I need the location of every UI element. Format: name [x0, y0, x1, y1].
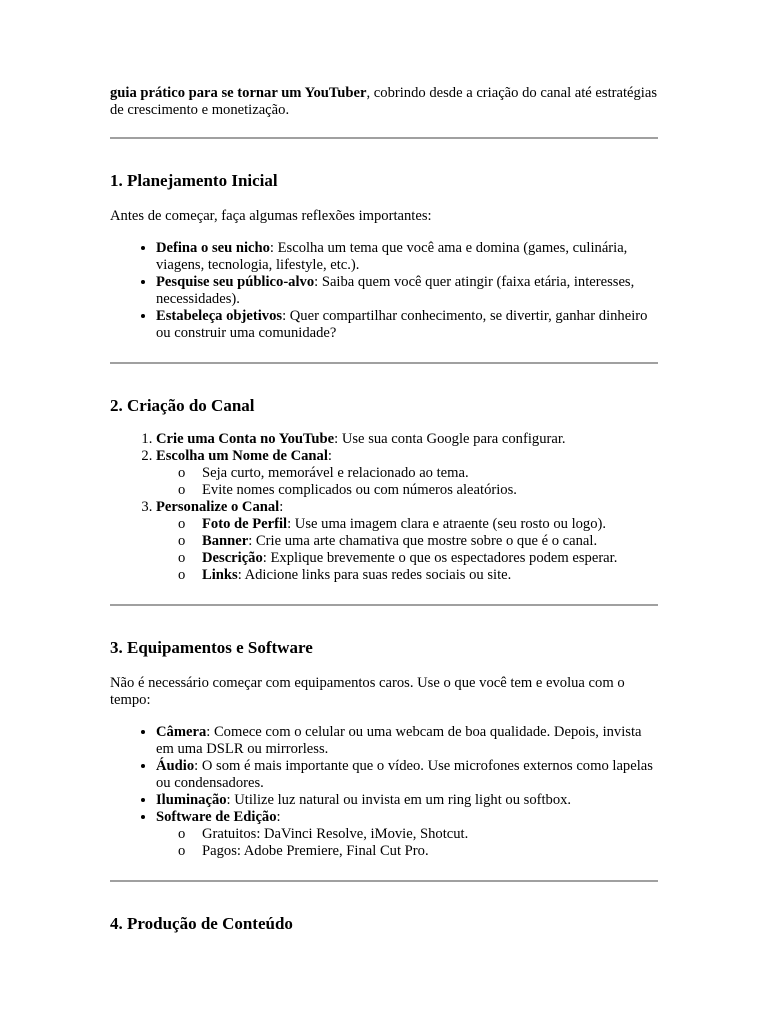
sub-list	[156, 516, 658, 584]
sub-list-item	[202, 843, 658, 860]
section-divider	[110, 137, 658, 139]
item-term: Software de Edição	[156, 809, 277, 825]
item-text: : Quer compartilhar conhecimento, se divertir, ganhar dinheiro ou construir uma comunidade?	[156, 308, 648, 341]
item-text: Evite nomes complicados ou com números aleatórios.	[202, 482, 517, 498]
intro-paragraph	[110, 85, 658, 119]
item-term: Câmera	[156, 724, 207, 740]
section-divider	[110, 604, 658, 606]
list-item	[156, 724, 658, 758]
list-item	[156, 758, 658, 792]
item-text: : O som é mais importante que o vídeo. Use microfones externos como lapelas ou condensadores.	[156, 758, 653, 791]
item-text: :	[279, 499, 284, 515]
sub-list-item	[202, 550, 658, 567]
item-text: : Use uma imagem clara e atraente (seu rosto ou logo).	[287, 516, 607, 532]
item-text: :	[327, 448, 332, 464]
sub-list-item	[202, 465, 658, 482]
item-text: :	[276, 809, 281, 825]
sub-list-item	[202, 516, 658, 533]
list-item	[156, 240, 658, 274]
item-text: Pagos: Adobe Premiere, Final Cut Pro.	[202, 843, 429, 859]
item-term: Estabeleça objetivos	[156, 308, 283, 324]
item-term: Descrição	[202, 550, 263, 566]
list-item	[156, 431, 658, 448]
sub-list	[156, 465, 658, 499]
item-text: Gratuitos: DaVinci Resolve, iMovie, Shotcut.	[202, 826, 469, 842]
intro-text: , cobrindo desde a criação do canal até estratégias de crescimento e monetização.	[110, 85, 658, 118]
item-term: Links	[202, 567, 238, 583]
bullet-list	[110, 724, 658, 860]
section-heading: 1. Planejamento Inicial	[110, 171, 278, 190]
item-text: : Escolha um tema que você ama e domina (games, culinária, viagens, tecnologia, lifestyle, etc.).	[156, 240, 628, 273]
item-text: Seja curto, memorável e relacionado ao tema.	[202, 465, 469, 481]
section-lead: Não é necessário começar com equipamentos caros. Use o que você tem e evolua com o tempo:	[110, 675, 625, 708]
item-term: Defina o seu nicho	[156, 240, 270, 256]
document-page	[110, 85, 658, 934]
bullet-list	[110, 240, 658, 342]
section-divider	[110, 362, 658, 364]
item-term: Iluminação	[156, 792, 227, 808]
list-item	[156, 792, 658, 809]
item-text: : Adicione links para suas redes sociais ou site.	[237, 567, 512, 583]
item-text: : Saiba quem você quer atingir (faixa etária, interesses, necessidades).	[156, 274, 635, 307]
section-divider	[110, 880, 658, 882]
list-item	[156, 308, 658, 342]
intro-bold: guia prático para se tornar um YouTuber	[110, 85, 367, 101]
section-heading: 4. Produção de Conteúdo	[110, 914, 293, 933]
item-term: Crie uma Conta no YouTube	[156, 431, 335, 447]
sub-list-item	[202, 826, 658, 843]
item-term: Banner	[202, 533, 249, 549]
item-text: : Explique brevemente o que os espectadores podem esperar.	[262, 550, 618, 566]
section-heading: 3. Equipamentos e Software	[110, 638, 313, 657]
list-item	[156, 499, 658, 584]
sub-list-item	[202, 567, 658, 584]
sub-list-item	[202, 533, 658, 550]
item-term: Foto de Perfil	[202, 516, 288, 532]
numbered-list	[110, 431, 658, 584]
sub-list	[156, 826, 658, 860]
item-term: Áudio	[156, 758, 195, 774]
section-heading: 2. Criação do Canal	[110, 396, 255, 415]
list-item	[156, 448, 658, 499]
section-lead: Antes de começar, faça algumas reflexões importantes:	[110, 208, 432, 224]
item-term: Personalize o Canal	[156, 499, 280, 515]
list-item	[156, 274, 658, 308]
item-text: : Crie uma arte chamativa que mostre sobre o que é o canal.	[248, 533, 598, 549]
item-term: Escolha um Nome de Canal	[156, 448, 328, 464]
item-term: Pesquise seu público-alvo	[156, 274, 315, 290]
item-text: : Comece com o celular ou uma webcam de boa qualidade. Depois, invista em uma DSLR ou mirrorless.	[156, 724, 642, 757]
list-item	[156, 809, 658, 860]
sub-list-item	[202, 482, 658, 499]
item-text: : Use sua conta Google para configurar.	[334, 431, 566, 447]
item-text: : Utilize luz natural ou invista em um ring light ou softbox.	[226, 792, 572, 808]
